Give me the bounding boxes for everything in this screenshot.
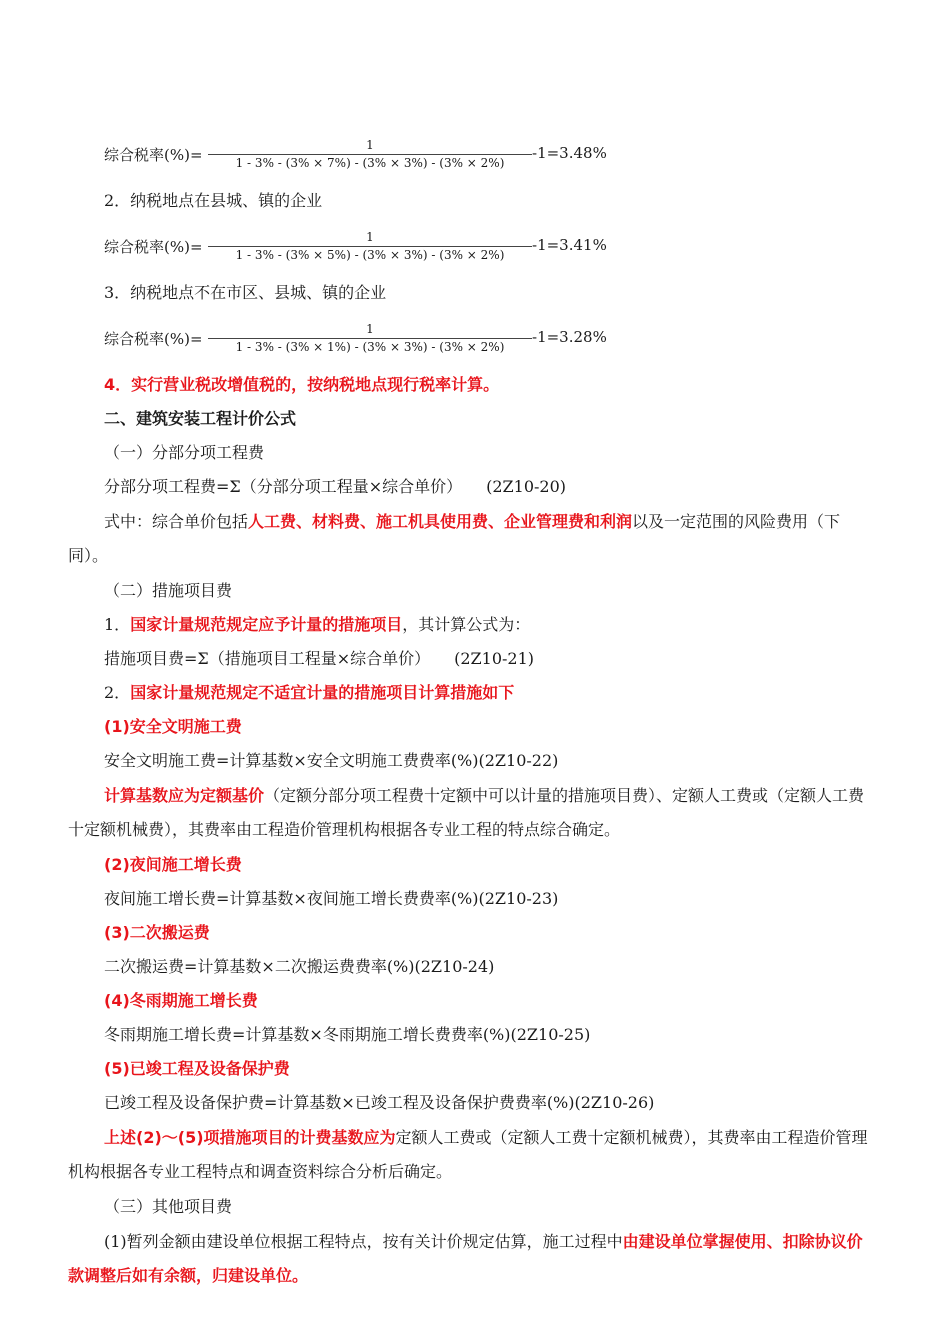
note-highlight: 计算基数应为定额基价 xyxy=(104,786,265,805)
basis-note xyxy=(68,779,878,847)
fee-heading: (1)安全文明施工费 xyxy=(104,717,242,736)
denominator: 1 - 3% - (3% × 5%) - (3% × 3%) - (3% × 2%) xyxy=(235,248,505,262)
formula-lhs: 综合税率(%)= xyxy=(104,146,203,164)
numerator: 1 xyxy=(366,230,374,244)
fraction xyxy=(208,322,532,355)
formula-line: 安全文明施工费=计算基数×安全文明施工费费率(%)(2Z10-22) xyxy=(104,751,559,770)
formula-rhs: -1=3.41% xyxy=(532,236,607,254)
formula-rhs: -1=3.48% xyxy=(532,144,607,162)
note-suffix: 定额人工费或（定额人工费十定额机械费），其费率由工程造价管理机构根据各专业工程特点和调查资料综合分析后确定。 xyxy=(68,1128,868,1181)
note-highlight: 上述(2)～(5)项措施项目的计费基数应为 xyxy=(104,1128,396,1147)
fee-heading: (5)已竣工程及设备保护费 xyxy=(104,1059,290,1078)
fraction xyxy=(208,138,532,171)
formula-line: 夜间施工增长费=计算基数×夜间施工增长费费率(%)(2Z10-23) xyxy=(104,889,559,908)
note-highlight: 人工费、材料费、施工机具使用费、企业管理费和利润 xyxy=(248,512,633,531)
unit-price-note xyxy=(68,505,878,573)
note-suffix: （定额分部分项工程费十定额中可以计量的措施项目费）、定额人工费或（定额人工费十定额机械费），其费率由工程造价管理机构根据各专业工程的特点综合确定。 xyxy=(68,786,865,839)
note-suffix: 以及一定范围的风险费用（下同）。 xyxy=(68,512,841,565)
formula-line: 已竣工程及设备保护费=计算基数×已竣工程及设备保护费费率(%)(2Z10-26) xyxy=(104,1093,655,1112)
fee-heading: (3)二次搬运费 xyxy=(104,923,210,942)
formula-line: 二次搬运费=计算基数×二次搬运费费率(%)(2Z10-24) xyxy=(104,957,495,976)
item-county-town: 2．纳税地点在县城、镇的企业 xyxy=(104,191,323,210)
subsection-title: （一）分部分项工程费 xyxy=(104,443,265,462)
note-prefix: (1)暂列金额由建设单位根据工程特点，按有关计价规定估算，施工过程中 xyxy=(104,1232,623,1251)
section-title: 二、建筑安装工程计价公式 xyxy=(104,409,297,428)
numerator: 1 xyxy=(366,322,374,336)
formula-lhs: 综合税率(%)= xyxy=(104,238,203,256)
subsection-title: （二）措施项目费 xyxy=(104,581,233,600)
formula-lhs: 综合税率(%)= xyxy=(104,330,203,348)
range-note xyxy=(68,1121,878,1189)
note-highlight: 由建设单位掌握使用、扣除协议价款调整后如有余额，归建设单位。 xyxy=(68,1232,863,1285)
formula-rhs: -1=3.28% xyxy=(532,328,607,346)
item-suffix: ，其计算公式为： xyxy=(402,615,531,634)
item-vat-reform: 4．实行营业税改增值税的，按纳税地点现行税率计算。 xyxy=(104,375,500,394)
formula-line: 措施项目费=Σ（措施项目工程量×综合单价） (2Z10-21) xyxy=(104,649,535,668)
fee-heading: (2)夜间施工增长费 xyxy=(104,855,242,874)
subsection-title: （三）其他项目费 xyxy=(104,1197,233,1216)
denominator: 1 - 3% - (3% × 1%) - (3% × 3%) - (3% × 2%) xyxy=(235,340,505,354)
note-prefix: 式中：综合单价包括 xyxy=(104,512,249,531)
item-highlight: 国家计量规范规定不适宜计量的措施项目计算措施如下 xyxy=(130,683,515,702)
fraction xyxy=(208,230,532,263)
numerator: 1 xyxy=(366,138,374,152)
item-number: 2． xyxy=(104,683,131,702)
denominator: 1 - 3% - (3% × 7%) - (3% × 3%) - (3% × 2%) xyxy=(235,156,505,170)
formula-line: 冬雨期施工增长费=计算基数×冬雨期施工增长费费率(%)(2Z10-25) xyxy=(104,1025,591,1044)
item-highlight: 国家计量规范规定应予计量的措施项目 xyxy=(130,615,403,634)
measure-item-2 xyxy=(104,682,514,704)
item-number: 1． xyxy=(104,615,131,634)
measure-item-1 xyxy=(104,614,530,636)
item-other-location: 3．纳税地点不在市区、县城、镇的企业 xyxy=(104,283,387,302)
fee-heading: (4)冬雨期施工增长费 xyxy=(104,991,258,1010)
provisional-sum-note xyxy=(68,1225,878,1293)
formula-line: 分部分项工程费=Σ（分部分项工程量×综合单价） (2Z10-20) xyxy=(104,477,567,496)
